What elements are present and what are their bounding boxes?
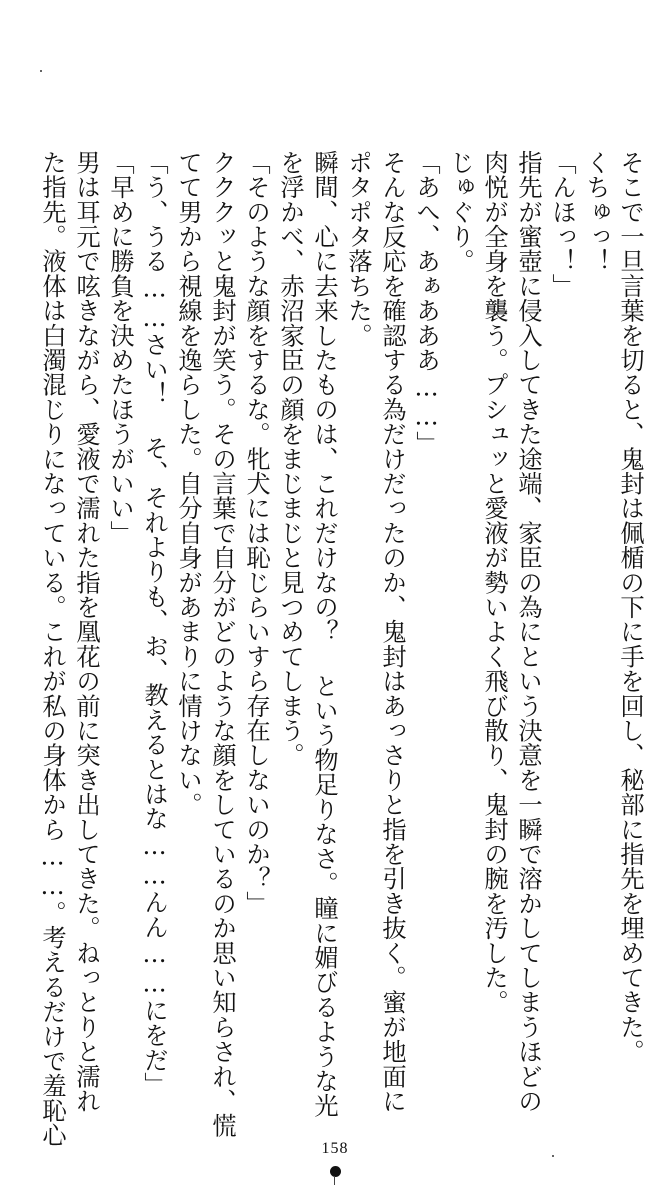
text-line: そこで一旦言葉を切ると、鬼封は佩楯の下に手を回し、秘部に指先を埋めてきた。 [616, 150, 645, 1064]
text-line: 「そのような顔をするな。牝犬には恥じらいすら存在しないのか？」 [242, 150, 271, 916]
text-line: 指先が蜜壺に侵入してきた途端、家臣の為にという決意を一瞬で溶かしてしまうほどの [514, 150, 543, 1114]
folio-stem-line [334, 1176, 335, 1185]
page-number: 158 [321, 1140, 349, 1157]
text-line: ポタポタ落ちた。 [344, 150, 373, 348]
text-line: 「早めに勝負を決めたほうがいい」 [106, 150, 135, 546]
text-line: くちゅっ！ [582, 150, 611, 274]
text-line: 「んほっ！」 [548, 150, 577, 299]
text-line: 「う、うる……さい！ そ、それよりも、お、教えるとはな……んん……にをだ」 [140, 150, 169, 1097]
text-line: クククッと鬼封が笑う。その言葉で自分がどのような顔をしているのか思い知らされ、慌 [208, 150, 237, 1138]
ink-speck [40, 70, 42, 72]
text-line: を浮かべ、赤沼家臣の顔をまじまじと見つめてしまう。 [276, 150, 305, 768]
folio-dot-icon [330, 1166, 341, 1177]
text-line: そんな反応を確認する為だけだったのか、鬼封はあっさりと指を引き抜く。蜜が地面に [378, 150, 407, 1114]
text-line: 肉悦が全身を襲う。プシュッと愛液が勢いよく飛び散り、鬼封の腕を汚した。 [480, 150, 509, 1015]
text-line: 瞬間、心に去来したものは、これだけなの？ という物足りなさ。瞳に媚びるような光 [310, 150, 339, 1118]
text-line: た指先。液体は白濁混じりになっている。これが私の身体から……。考えるだけで羞恥心 [38, 150, 67, 1148]
text-line: じゅぐり。 [446, 150, 475, 274]
text-line: 男は耳元で呟きながら、愛液で濡れた指を凰花の前に突き出してきた。ねっとりと濡れ [72, 150, 101, 1114]
text-line: てて男から視線を逸らした。自分自身があまりに情けない。 [174, 150, 203, 817]
vertical-text-block [38, 150, 645, 1148]
text-line: 「あへ、あぁあああ……」 [412, 150, 441, 456]
